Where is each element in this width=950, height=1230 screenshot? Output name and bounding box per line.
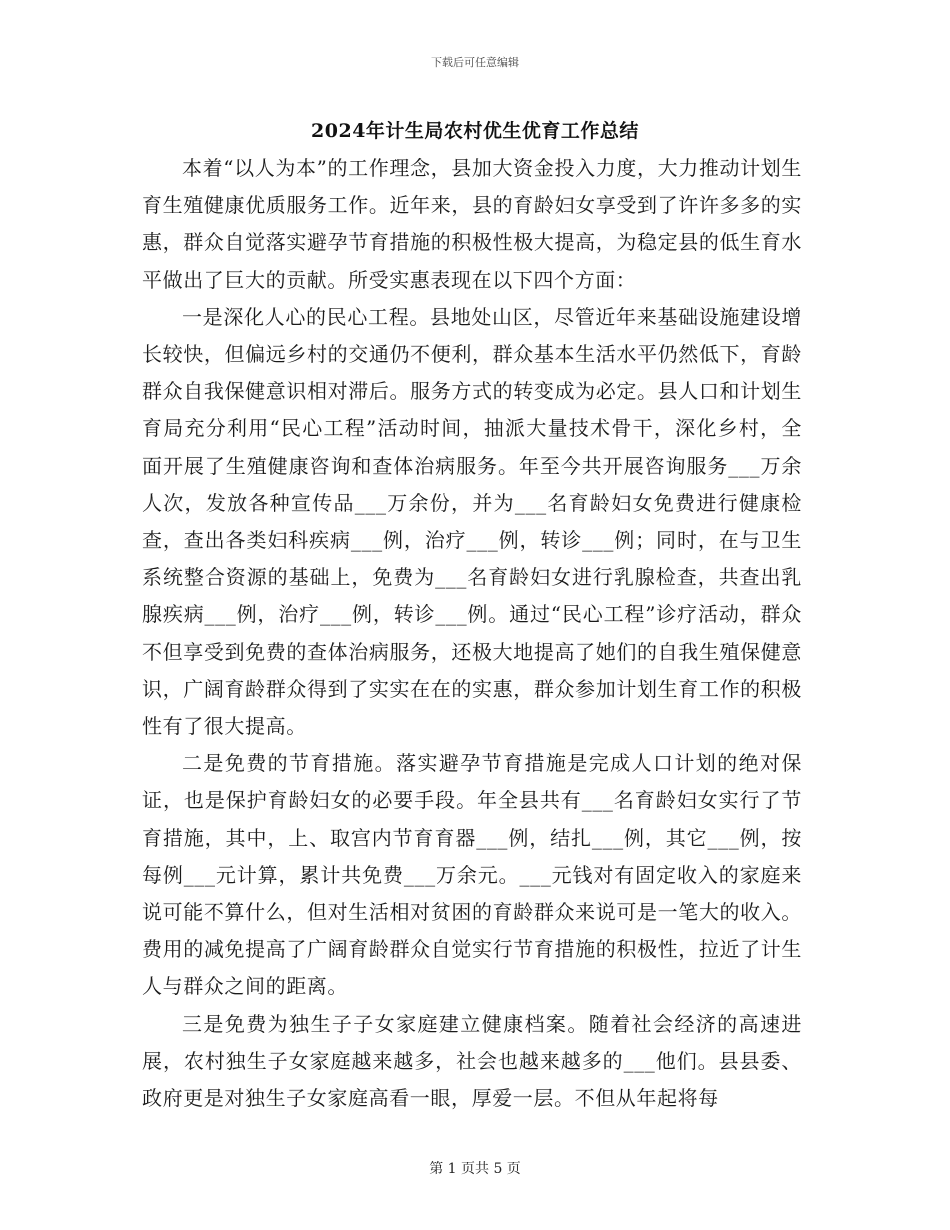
paragraph-free-contraception: 二是免费的节育措施。落实避孕节育措施是完成人口计划的绝对保证，也是保护育龄妇女的必要手段。年全县共有___名育龄妇女实行了节育措施，其中，上、取宫内节育育器___例，结扎___例，其它___例，按每例___元计算，累计共免费___万余元。___元钱对有固定收入的家庭来说可能不算什么，但对生活相对贫困的育龄群众来说可是一笔大的收入。费用的减免提高了广阔育龄群众自觉实行节育措施的积极性，拉近了计生人与群众之间的距离。 [142, 751, 802, 999]
paragraph-health-records: 三是免费为独生子子女家庭建立健康档案。随着社会经济的高速进展，农村独生子女家庭越来越多，社会也越来越多的___他们。县县委、政府更是对独生子女家庭高看一眼，厚爱一层。不但从年起将每 [142, 1011, 802, 1111]
page-footer: 第 1 页共 5 页 [429, 1161, 521, 1177]
document-body [142, 150, 802, 1117]
document-title: 2024年计生局农村优生优育工作总结 [311, 120, 639, 142]
paragraph-minxin-project: 一是深化人心的民心工程。县地处山区，尽管近年来基础设施建设增长较快，但偏远乡村的交通仍不便利，群众基本生活水平仍然低下，育龄群众自我保健意识相对滞后。服务方式的转变成为必定。县人口和计划生育局充分利用“民心工程”活动时间，抽派大量技术骨干，深化乡村，全面开展了生殖健康咨询和查体治病服务。年至今共开展咨询服务___万余人次，发放各种宣传品___万余份，并为___名育龄妇女免费进行健康检查，查出各类妇科疾病___例，治疗___例，转诊___例；同时，在与卫生系统整合资源的基础上，免费为___名育龄妇女进行乳腺检查，共查出乳腺疾病___例，治疗___例，转诊___例。通过“民心工程”诊疗活动，群众不但享受到免费的查体治病服务，还极大地提高了她们的自我生殖保健意识，广阔育龄群众得到了实实在在的实惠，群众参加计划生育工作的积极性有了很大提高。 [142, 304, 802, 739]
page-header: 下载后可任意编辑 [431, 56, 519, 69]
paragraph-intro: 本着“以人为本”的工作理念，县加大资金投入力度，大力推动计划生育生殖健康优质服务工作。近年来，县的育龄妇女享受到了许许多多的实惠，群众自觉落实避孕节育措施的积极性极大提高，为稳定县的低生育水平做出了巨大的贡献。所受实惠表现在以下四个方面： [142, 156, 802, 292]
